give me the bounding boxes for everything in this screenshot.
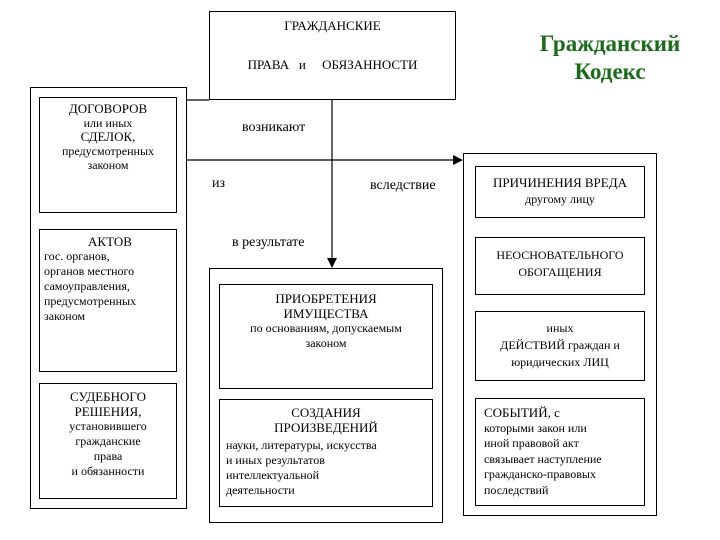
label-as-result: в результате: [232, 235, 305, 250]
works-head-line-0: СОЗДАНИЯ: [291, 405, 361, 420]
court-line-1: РЕШЕНИЯ,: [74, 404, 142, 419]
works-body-line-2: интеллектуальной: [226, 468, 320, 482]
harm-line-1: другому лицу: [525, 192, 595, 206]
events-box: [475, 398, 645, 506]
property-line-2: по основаниям, допускаемым: [250, 321, 402, 335]
court-line-0: СУДЕБНОГО: [69, 389, 147, 404]
enrichment-line-0: НЕОСНОВАТЕЛЬНОГО: [496, 248, 624, 262]
works-body-line-1: и иных результатов: [226, 453, 325, 467]
acts-line-4: предусмотренных: [44, 294, 137, 308]
property-line-0: ПРИОБРЕТЕНИЯ: [275, 291, 377, 306]
actions-line-0: иных: [546, 321, 574, 335]
civil-code-line1: Гражданский: [539, 31, 681, 56]
actions-box: [475, 311, 645, 381]
contracts-line-2: СДЕЛОК,: [80, 129, 136, 144]
label-from: из: [212, 176, 226, 191]
acts-line-2: органов местного: [44, 264, 135, 278]
actions-line-2: юридических ЛИЦ: [511, 355, 609, 369]
property-box: [219, 284, 433, 389]
actions-line-1: ДЕЙСТВИЙ граждан и: [500, 338, 620, 352]
court-text: [40, 389, 176, 479]
court-line-4: права: [93, 449, 123, 463]
acts-box: [39, 229, 177, 372]
property-text: [220, 291, 432, 351]
rights-duties-line1: ГРАЖДАНСКИЕ: [284, 18, 381, 33]
enrichment-line-1: ОБОГАЩЕНИЯ: [518, 265, 602, 279]
events-line-0: которыми закон или: [484, 420, 587, 435]
civil-code-line2: Кодекс: [574, 59, 646, 84]
works-box: [219, 399, 433, 507]
acts-line-0: АКТОВ: [88, 234, 132, 249]
court-line-5: и обязанности: [71, 464, 145, 478]
events-line-4: последствий: [484, 482, 549, 497]
acts-line-5: законом: [44, 309, 86, 323]
property-line-3: законом: [305, 336, 347, 350]
arrow-down: [327, 258, 337, 268]
arrow-right: [453, 155, 463, 165]
events-text: [484, 405, 644, 498]
enrichment-box: [475, 237, 645, 295]
court-line-2: установившего: [69, 419, 147, 433]
court-line-3: гражданские: [75, 434, 141, 448]
acts-line-1: гос. органов,: [44, 249, 110, 263]
actions-text: [476, 320, 644, 371]
works-body-line-0: науки, литературы, искусства: [226, 438, 377, 452]
harm-text: [476, 174, 644, 208]
works-head: [220, 405, 432, 435]
works-head-line-1: ПРОИЗВЕДЕНИЙ: [274, 420, 378, 435]
harm-line-0: ПРИЧИНЕНИЯ ВРЕДА: [493, 175, 627, 190]
events-head: СОБЫТИЙ, с: [484, 405, 560, 420]
acts-text: [44, 234, 176, 324]
acts-line-3: самоуправления,: [44, 279, 130, 293]
works-body: [226, 438, 432, 498]
rights-duties-box: [209, 11, 456, 100]
contracts-text: [40, 102, 176, 172]
property-line-1: ИМУЩЕСТВА: [283, 306, 369, 321]
contracts-line-4: законом: [87, 158, 129, 172]
court-box: [39, 383, 177, 499]
harm-box: [475, 166, 645, 218]
contracts-line-1: или иных: [83, 116, 133, 130]
civil-code-title: [510, 30, 710, 86]
events-line-2: связывает наступление: [484, 451, 602, 466]
label-arise: возникают: [242, 120, 306, 135]
contracts-line-3: предусмотренных: [61, 144, 155, 158]
works-body-line-3: деятельности: [226, 483, 295, 497]
events-line-1: иной правовой акт: [484, 436, 579, 450]
contracts-line-0: ДОГОВОРОВ: [68, 101, 148, 116]
label-due-to: вследствие: [370, 178, 436, 193]
events-line-3: гражданско-правовых: [484, 467, 596, 481]
contracts-box: [39, 97, 177, 213]
rights-duties-line2: ПРАВА и ОБЯЗАННОСТИ: [247, 57, 418, 72]
enrichment-text: [476, 247, 644, 281]
